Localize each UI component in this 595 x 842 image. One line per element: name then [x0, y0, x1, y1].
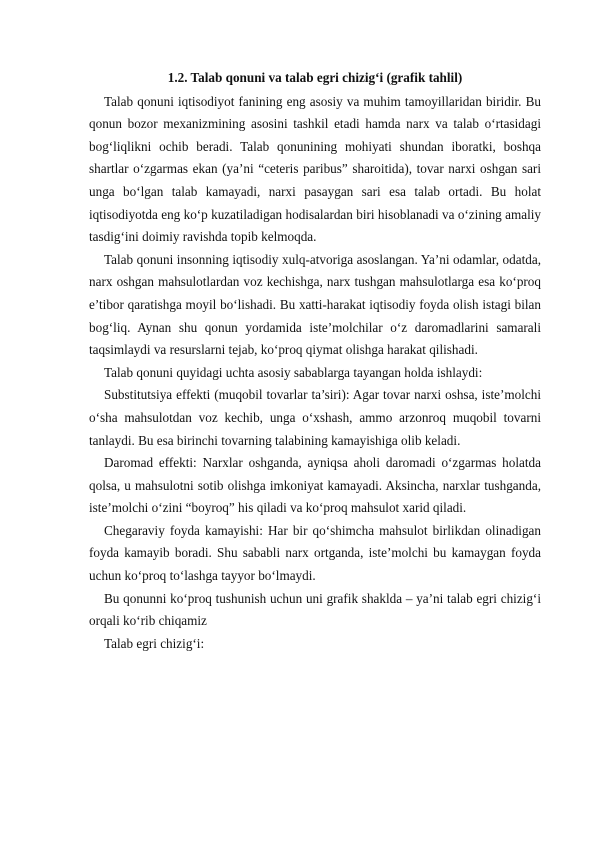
- paragraph-8: Talab egri chizig‘i:: [104, 635, 205, 651]
- paragraph-5: Daromad effekti: Narxlar oshganda, ayniqsa aholi daromadi o‘zgarmas holatda qolsa, u mahsulotni sotib olishga imkoniyat kamayadi. Aksincha, narxlar tushganda, iste’molchi o‘zini “boyroq” his qiladi va ko‘proq mahsulot xarid qiladi.: [89, 455, 541, 516]
- paragraph-7: Bu qonunni ko‘proq tushunish uchun uni grafik shaklda – ya’ni talab egri chizig‘i orqali ko‘rib chiqamiz: [89, 590, 541, 629]
- paragraph-2: Talab qonuni insonning iqtisodiy xulq-atvoriga asoslangan. Ya’ni odamlar, odatda, narx oshgan mahsulotlardan voz kechishga, narx tushgan mahsulotlarga esa ko‘proq e’tibor qaratishga moyil bo‘lishadi. Bu xatti-harakat iqtisodiy foyda olish istagi bilan bog‘liq. Aynan shu qonun yordamida iste’molchilar o‘z daromadlarini samarali taqsimlaydi va resurslarni tejab, ko‘proq qiymat olishga harakat qilishadi.: [89, 251, 541, 358]
- section-heading: 1.2. Talab qonuni va talab egri chizig‘i (grafik tahlil): [167, 70, 463, 85]
- paragraph-3: Talab qonuni quyidagi uchta asosiy sabablarga tayangan holda ishlaydi:: [104, 364, 483, 380]
- paragraph-4: Substitutsiya effekti (muqobil tovarlar ta’siri): Agar tovar narxi oshsa, iste’molchi o‘sha mahsulotdan voz kechib, unga o‘xshash, ammo arzonroq muqobil tovarni tanlaydi. Bu esa birinchi tovarning talabining kamayishiga olib keladi.: [89, 387, 541, 448]
- document-page: [89, 67, 541, 655]
- paragraph-1: Talab qonuni iqtisodiyot fanining eng asosiy va muhim tamoyillaridan biridir. Bu qonun bozor mexanizmining asosini tashkil etadi hamda narx va talab o‘rtasidagi bog‘liqlikni ochib beradi. Talab qonunining mohiyati shundan iboratki, boshqa shartlar o‘zgarmas ekan (ya’ni “ceteris paribus” sharoitida), tovar narxi oshgan sari unga bo‘lgan talab kamayadi, narxi pasaygan sari esa talab ortadi. Bu holat iqtisodiyotda eng ko‘p kuzatiladigan hodisalardan biri hisoblanadi va o‘zining amaliy tasdig‘ini doimiy ravishda topib kelmoqda.: [89, 93, 541, 245]
- paragraph-6: Chegaraviy foyda kamayishi: Har bir qo‘shimcha mahsulot birlikdan olinadigan foyda kamayib boradi. Shu sababli narx ortganda, iste’molchi bu kamaygan foyda uchun ko‘proq to‘lashga tayyor bo‘lmaydi.: [89, 522, 541, 584]
